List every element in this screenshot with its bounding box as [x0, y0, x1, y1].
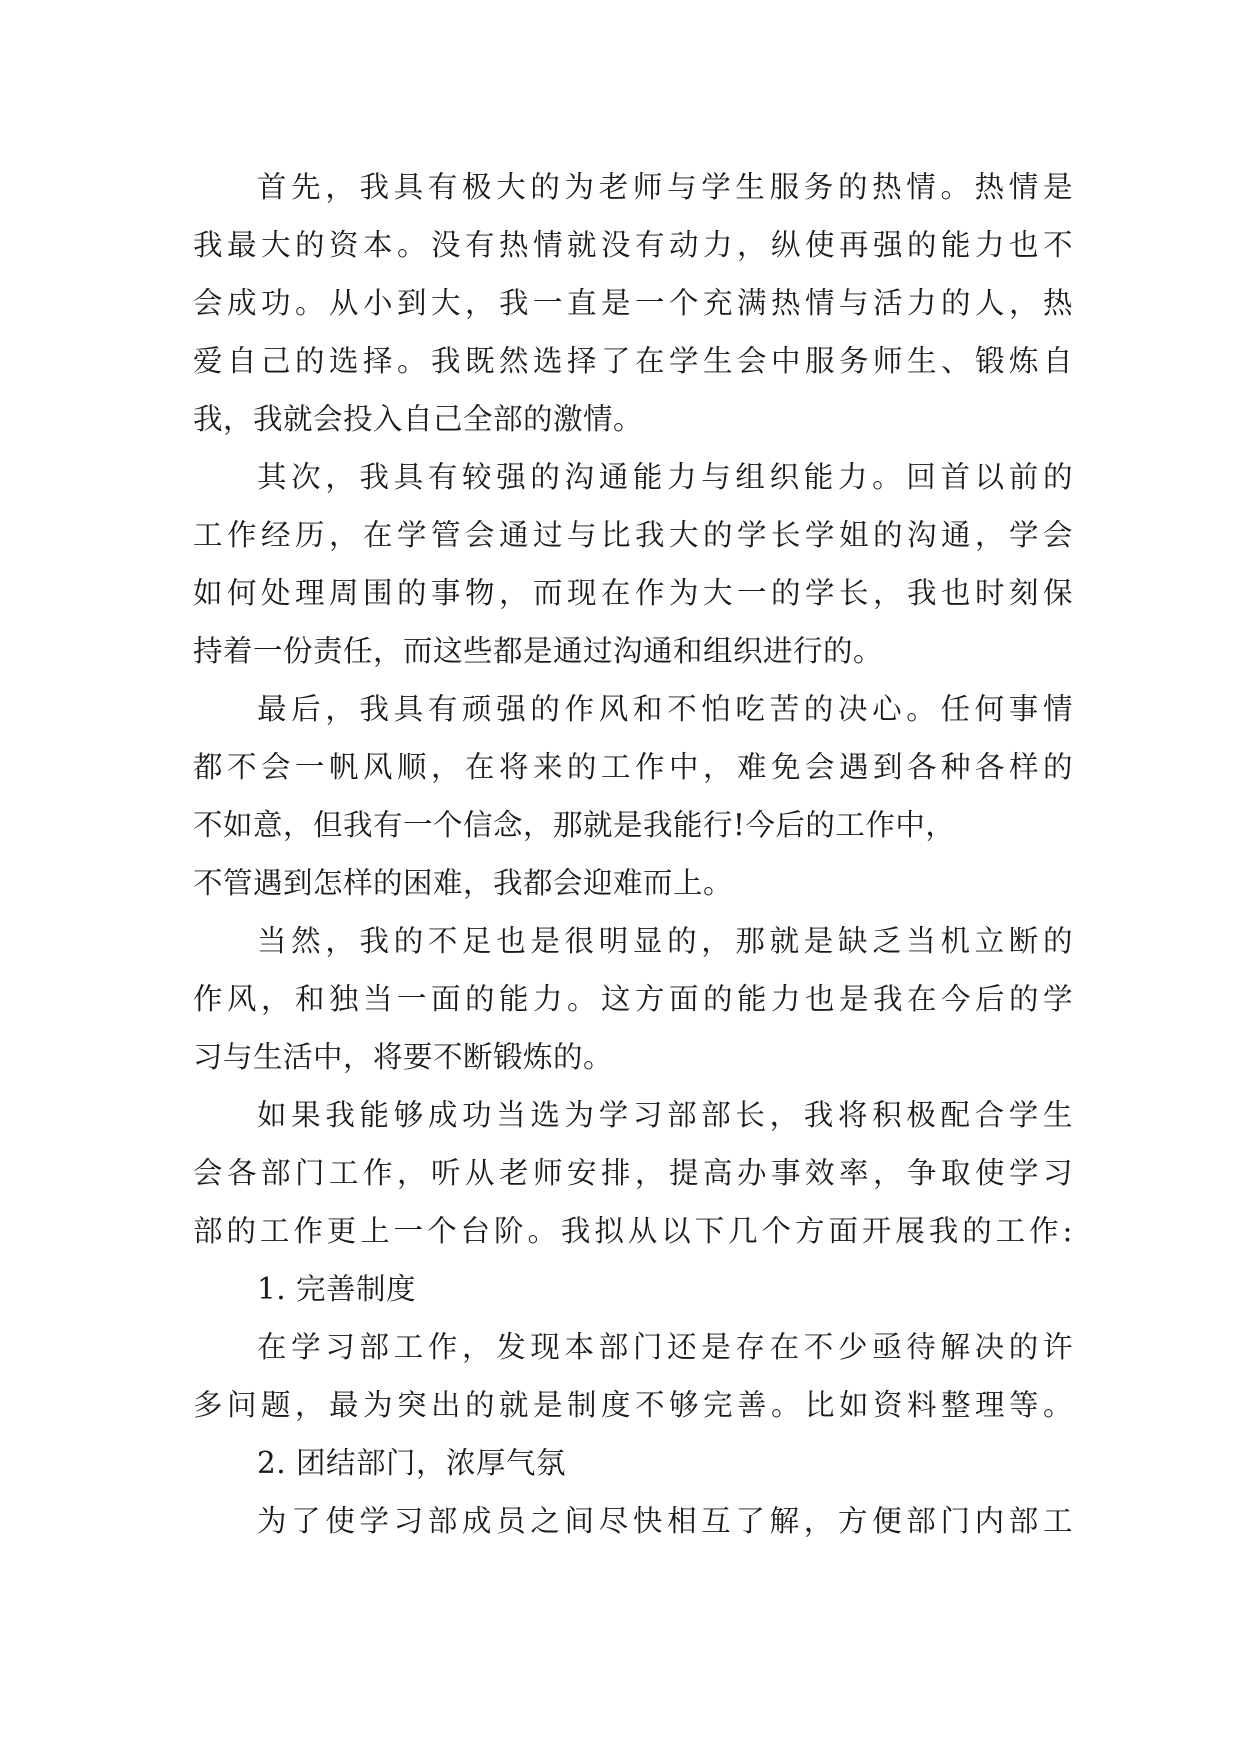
paragraph-line: 如果我能够成功当选为学习部部长，我将积极配合学生 — [257, 1098, 1073, 1132]
paragraph-line: 我，我就会投入自己全部的激情。 — [193, 402, 644, 436]
paragraph-line: 当然，我的不足也是很明显的，那就是缺乏当机立断的 — [257, 924, 1073, 958]
section-heading: 2. 团结部门，浓厚气氛 — [257, 1446, 567, 1480]
paragraph-line: 不如意，但我有一个信念，那就是我能行!今后的工作中， — [193, 808, 956, 842]
paragraph-line: 持着一份责任，而这些都是通过沟通和组织进行的。 — [193, 634, 884, 668]
paragraph-line: 会各部门工作，听从老师安排，提高办事效率，争取使学习 — [193, 1156, 1073, 1190]
paragraph-line: 我最大的资本。没有热情就没有动力，纵使再强的能力也不 — [193, 228, 1073, 262]
paragraph-line: 习与生活中，将要不断锻炼的。 — [193, 1040, 614, 1074]
paragraph-line: 多问题，最为突出的就是制度不够完善。比如资料整理等。 — [193, 1388, 1073, 1422]
paragraph-line: 在学习部工作，发现本部门还是存在不少亟待解决的许 — [257, 1330, 1073, 1364]
paragraph-line: 部的工作更上一个台阶。我拟从以下几个方面开展我的工作: — [193, 1214, 1073, 1248]
paragraph-line: 工作经历，在学管会通过与比我大的学长学姐的沟通，学会 — [193, 518, 1073, 552]
paragraph-line: 其次，我具有较强的沟通能力与组织能力。回首以前的 — [257, 460, 1073, 494]
paragraph-line: 如何处理周围的事物，而现在作为大一的学长，我也时刻保 — [193, 576, 1073, 610]
paragraph-line: 都不会一帆风顺，在将来的工作中，难免会遇到各种各样的 — [193, 750, 1073, 784]
paragraph-line: 爱自己的选择。我既然选择了在学生会中服务师生、锻炼自 — [193, 344, 1073, 378]
paragraph-line: 作风，和独当一面的能力。这方面的能力也是我在今后的学 — [193, 982, 1073, 1016]
paragraph-line: 为了使学习部成员之间尽快相互了解，方便部门内部工 — [257, 1504, 1073, 1538]
document-body — [193, 158, 1073, 1550]
paragraph-line: 会成功。从小到大，我一直是一个充满热情与活力的人，热 — [193, 286, 1073, 320]
section-heading: 1. 完善制度 — [257, 1272, 417, 1306]
paragraph-line: 首先，我具有极大的为老师与学生服务的热情。热情是 — [257, 170, 1073, 204]
paragraph-line: 不管遇到怎样的困难，我都会迎难而上。 — [193, 866, 734, 900]
paragraph-line: 最后，我具有顽强的作风和不怕吃苦的决心。任何事情 — [257, 692, 1073, 726]
